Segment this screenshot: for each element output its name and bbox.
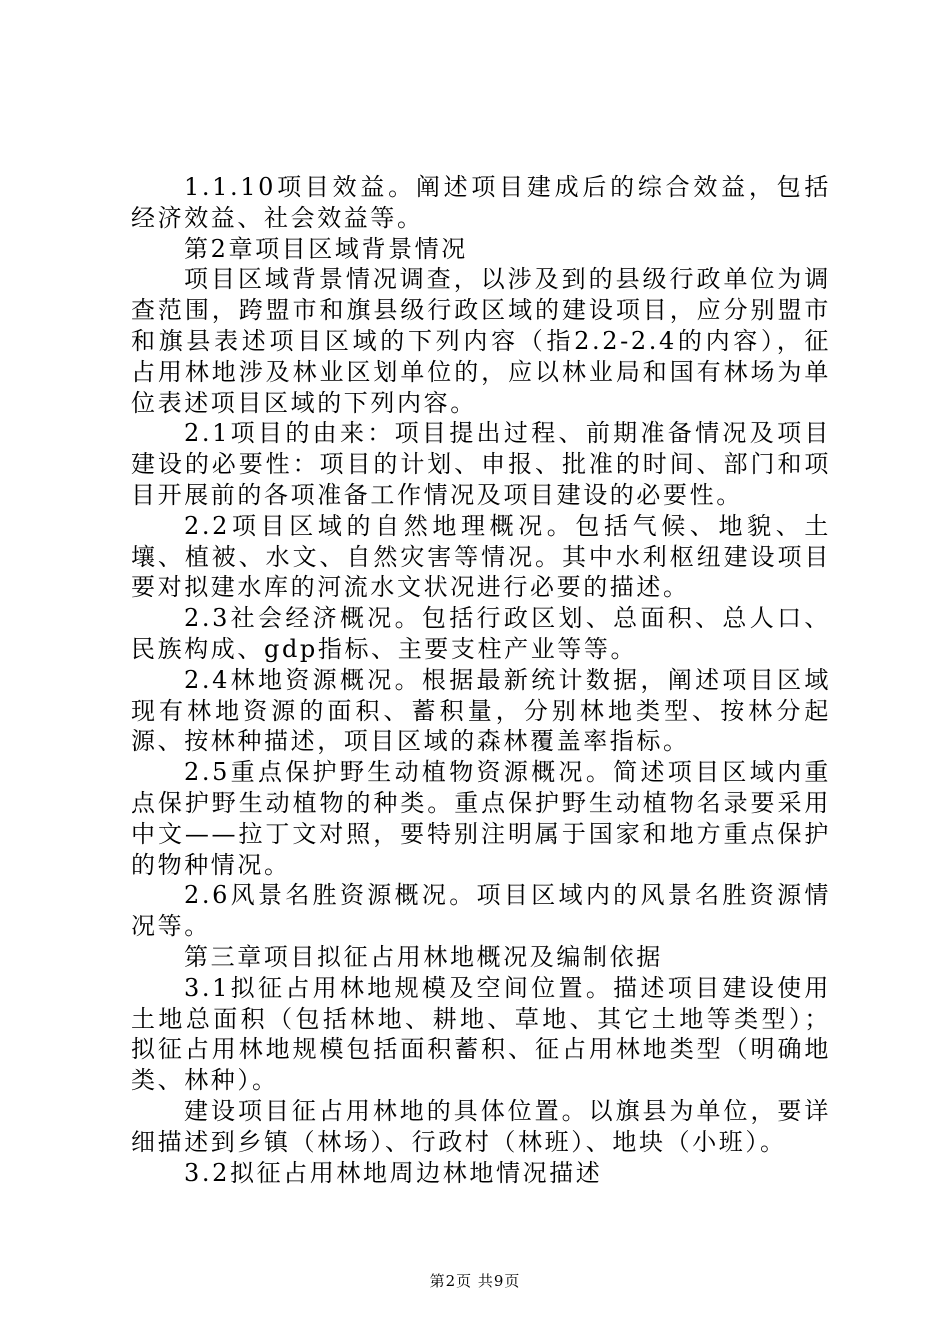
paragraph-2-2-natural-geography: 2.2项目区域的自然地理概况。包括气候、地貌、土壤、植被、水文、自然灾害等情况。其中水利枢纽建设项目要对拟建水库的河流水文状况进行必要的描述。 bbox=[131, 511, 831, 602]
section-3-2-heading: 3.2拟征占用林地周边林地情况描述 bbox=[184, 1158, 603, 1187]
document-body bbox=[131, 172, 831, 1188]
paragraph-2-3-socio-economic: 2.3社会经济概况。包括行政区划、总面积、总人口、民族构成、gdp指标、主要支柱产业等等。 bbox=[131, 604, 831, 663]
page-number-footer: 第2页 共9页 bbox=[429, 1272, 521, 1290]
chapter-2-heading: 第2章项目区域背景情况 bbox=[184, 234, 468, 263]
paragraph-background-survey: 项目区域背景情况调查，以涉及到的县级行政单位为调查范围，跨盟市和旗县级行政区域的建设项目，应分别盟市和旗县表述项目区域的下列内容（指2.2-2.4的内容），征占用林地涉及林业区划单位的，应以林业局和国有林场为单位表述项目区域的下列内容。 bbox=[131, 265, 831, 417]
paragraph-2-4-forest-resources: 2.4林地资源概况。根据最新统计数据，阐述项目区域现有林地资源的面积、蓄积量，分别林地类型、按林分起源、按林种描述，项目区域的森林覆盖率指标。 bbox=[131, 665, 831, 756]
paragraph-3-1-scale: 3.1拟征占用林地规模及空间位置。描述项目建设使用土地总面积（包括林地、耕地、草地、其它土地等类型）；拟征占用林地规模包括面积蓄积、征占用林地类型（明确地类、林种）。 bbox=[131, 973, 831, 1095]
paragraph-2-6-scenic: 2.6风景名胜资源概况。项目区域内的风景名胜资源情况等。 bbox=[131, 881, 831, 941]
paragraph-2-1-origin: 2.1项目的由来：项目提出过程、前期准备情况及项目建设的必要性：项目的计划、申报、批准的时间、部门和项目开展前的各项准备工作情况及项目建设的必要性。 bbox=[131, 419, 831, 509]
paragraph-2-5-wildlife: 2.5重点保护野生动植物资源概况。简述项目区域内重点保护野生动植物的种类。重点保护野生动植物名录要采用中文——拉丁文对照，要特别注明属于国家和地方重点保护的物种情况。 bbox=[131, 758, 831, 879]
paragraph-project-benefits: 1.1.10项目效益。阐述项目建成后的综合效益，包括经济效益、社会效益等。 bbox=[131, 173, 831, 232]
paragraph-specific-location: 建设项目征占用林地的具体位置。以旗县为单位，要详细描述到乡镇（林场）、行政村（林班）、地块（小班）。 bbox=[131, 1096, 831, 1156]
chapter-3-heading: 第三章项目拟征占用林地概况及编制依据 bbox=[184, 942, 663, 971]
